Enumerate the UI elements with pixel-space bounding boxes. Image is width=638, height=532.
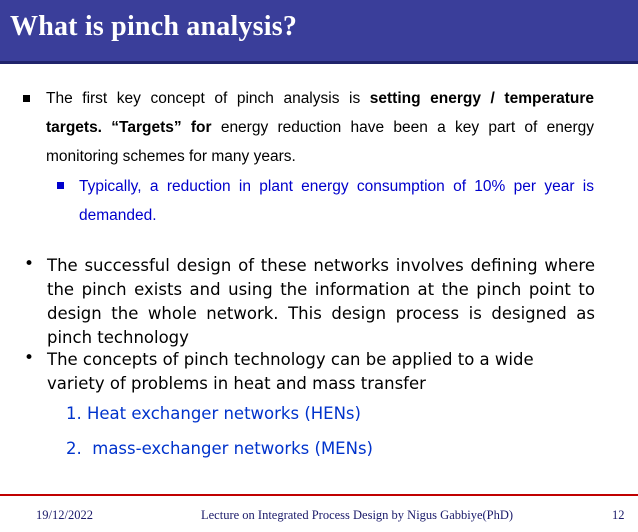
point-1-text [46,84,594,171]
point-1-subtext: Typically, a reduction in plant energy consumption of 10% per year is demanded. [79,178,594,224]
list-text: Heat exchanger networks (HENs) [87,404,361,423]
point-2-text: The successful design of these networks involves defining where the pinch exists and using the information at the pinch point to design the whole network. This design process is designed as pinch technology [47,256,595,347]
slide-title: What is pinch analysis? [10,11,298,42]
round-bullet-icon: • [24,254,35,274]
list-number: 1. [66,404,82,423]
point-3-text: The concepts of pinch technology can be applied to a wide variety of problems in heat and mass transfer [47,350,534,393]
list-number: 2. [66,439,82,458]
list-item [66,439,373,458]
list-item [66,404,361,423]
point-1-pre: The first key concept of pinch analysis is [46,90,370,107]
point-1-post: energy reduction have been a key part of energy monitoring schemes for many years. [46,119,595,165]
footer-date: 19/12/2022 [36,508,93,522]
footer-divider [0,494,638,496]
square-bullet-icon [57,182,64,189]
footer-lecture: Lecture on Integrated Process Design by Nigus Gabbiye(PhD) [201,508,514,522]
list-text: mass-exchanger networks (MENs) [87,439,373,458]
title-bar [0,0,638,64]
page-number: 12 [612,508,625,522]
square-bullet-icon [23,95,30,102]
point-1-bold: setting energy / temperature targets. “Targets” for [46,90,595,136]
round-bullet-icon: • [24,348,35,368]
